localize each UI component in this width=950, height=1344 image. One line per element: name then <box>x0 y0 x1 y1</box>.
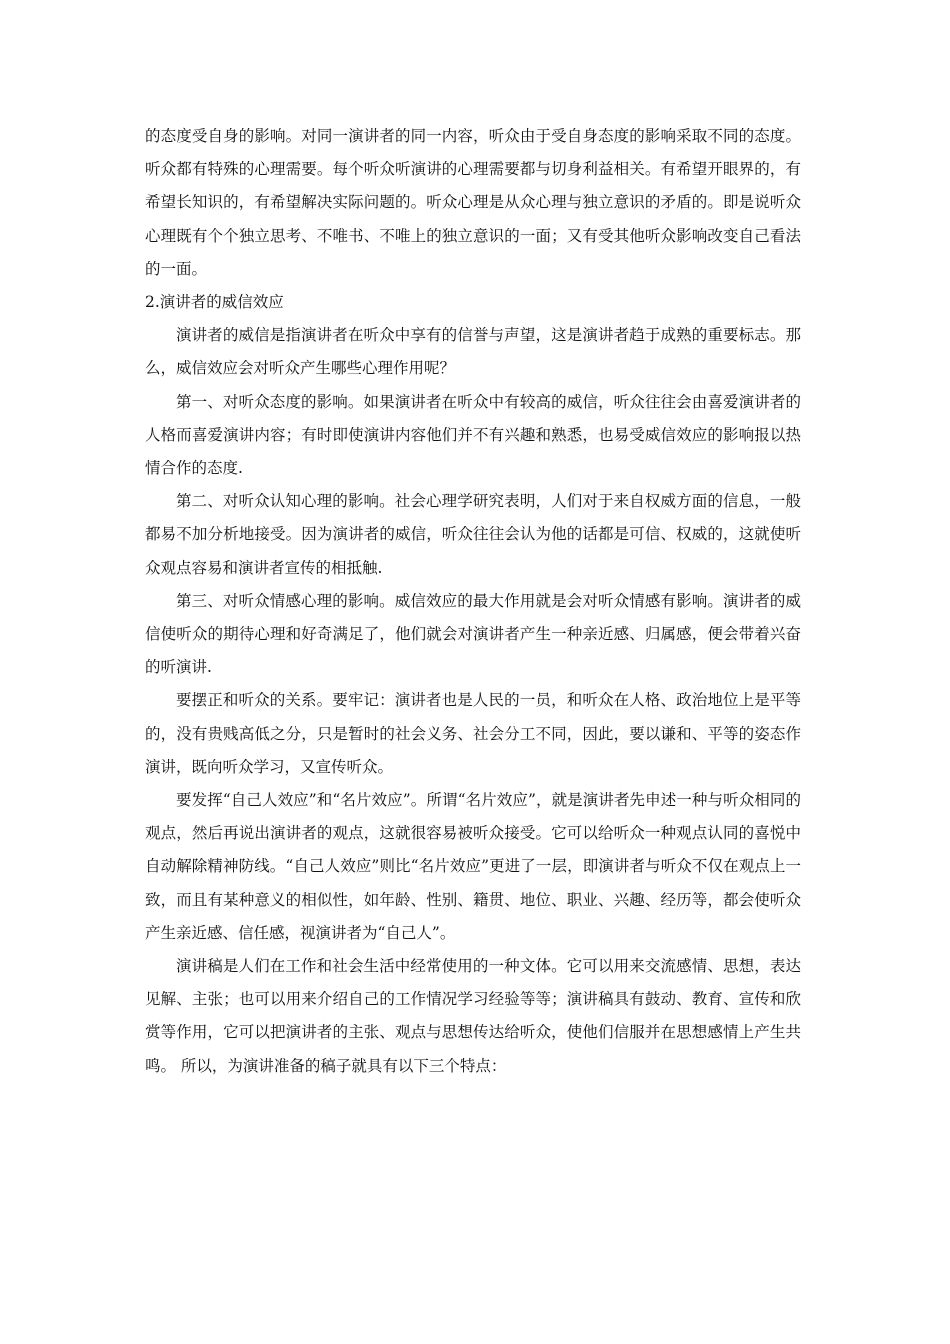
paragraph: 演讲者的威信是指演讲者在听众中享有的信誉与声望，这是演讲者趋于成熟的重要标志。那么，威信效应会对听众产生哪些心理作用呢？ <box>145 326 801 378</box>
paragraph: 第三、对听众情感心理的影响。威信效应的最大作用就是会对听众情感有影响。演讲者的威信使听众的期待心理和好奇满足了，他们就会对演讲者产生一种亲近感、归属感，便会带着兴奋的听演讲. <box>145 591 801 677</box>
paragraph: 第二、对听众认知心理的影响。社会心理学研究表明，人们对于来自权威方面的信息，一般都易不加分析地接受。因为演讲者的威信，听众往往会认为他的话都是可信、权威的，这就使听众观点容易和演讲者宣传的相抵触. <box>145 492 801 577</box>
paragraph: 演讲稿是人们在工作和社会生活中经常使用的一种文体。它可以用来交流感情、思想，表达见解、主张；也可以用来介绍自己的工作情况学习经验等等；演讲稿具有鼓动、教育、宣传和欣赏等作用，它可以把演讲者的主张、观点与思想传达给听众，使他们信服并在思想感情上产生共鸣。 所以，为演讲准备的稿子就具有以下三个特点： <box>145 957 801 1075</box>
paragraph-continuation: 的态度受自身的影响。对同一演讲者的同一内容，听众由于受自身态度的影响采取不同的态度。听众都有特殊的心理需要。每个听众听演讲的心理需要都与切身利益相关。有希望开眼界的，有希望长知识的，有希望解决实际问题的。听众心理是从众心理与独立意识的矛盾的。即是说听众心理既有个个独立思考、不唯书、不唯上的独立意识的一面；又有受其他听众影响改变自己看法的一面。 <box>145 127 801 278</box>
document-body <box>145 120 801 1083</box>
paragraph: 要摆正和听众的关系。要牢记：演讲者也是人民的一员，和听众在人格、政治地位上是平等的，没有贵贱高低之分，只是暂时的社会义务、社会分工不同，因此，要以谦和、平等的姿态作演讲，既向听众学习，又宣传听众。 <box>145 691 801 776</box>
section-heading: 2.演讲者的威信效应 <box>145 293 284 312</box>
paragraph: 要发挥“自己人效应”和“名片效应”。所谓“名片效应”，就是演讲者先申述一种与听众相同的观点，然后再说出演讲者的观点，这就很容易被听众接受。它可以给听众一种观点认同的喜悦中自动解除精神防线。“自己人效应”则比“名片效应”更进了一层，即演讲者与听众不仅在观点上一致，而且有某种意义的相似性，如年龄、性别、籍贯、地位、职业、兴趣、经历等，都会使听众产生亲近感、信任感，视演讲者为“自己人”。 <box>145 791 801 942</box>
paragraph: 第一、对听众态度的影响。如果演讲者在听众中有较高的威信，听众往往会由喜爱演讲者的人格而喜爱演讲内容；有时即使演讲内容他们并不有兴趣和熟悉，也易受威信效应的影响报以热情合作的态度. <box>145 392 801 478</box>
